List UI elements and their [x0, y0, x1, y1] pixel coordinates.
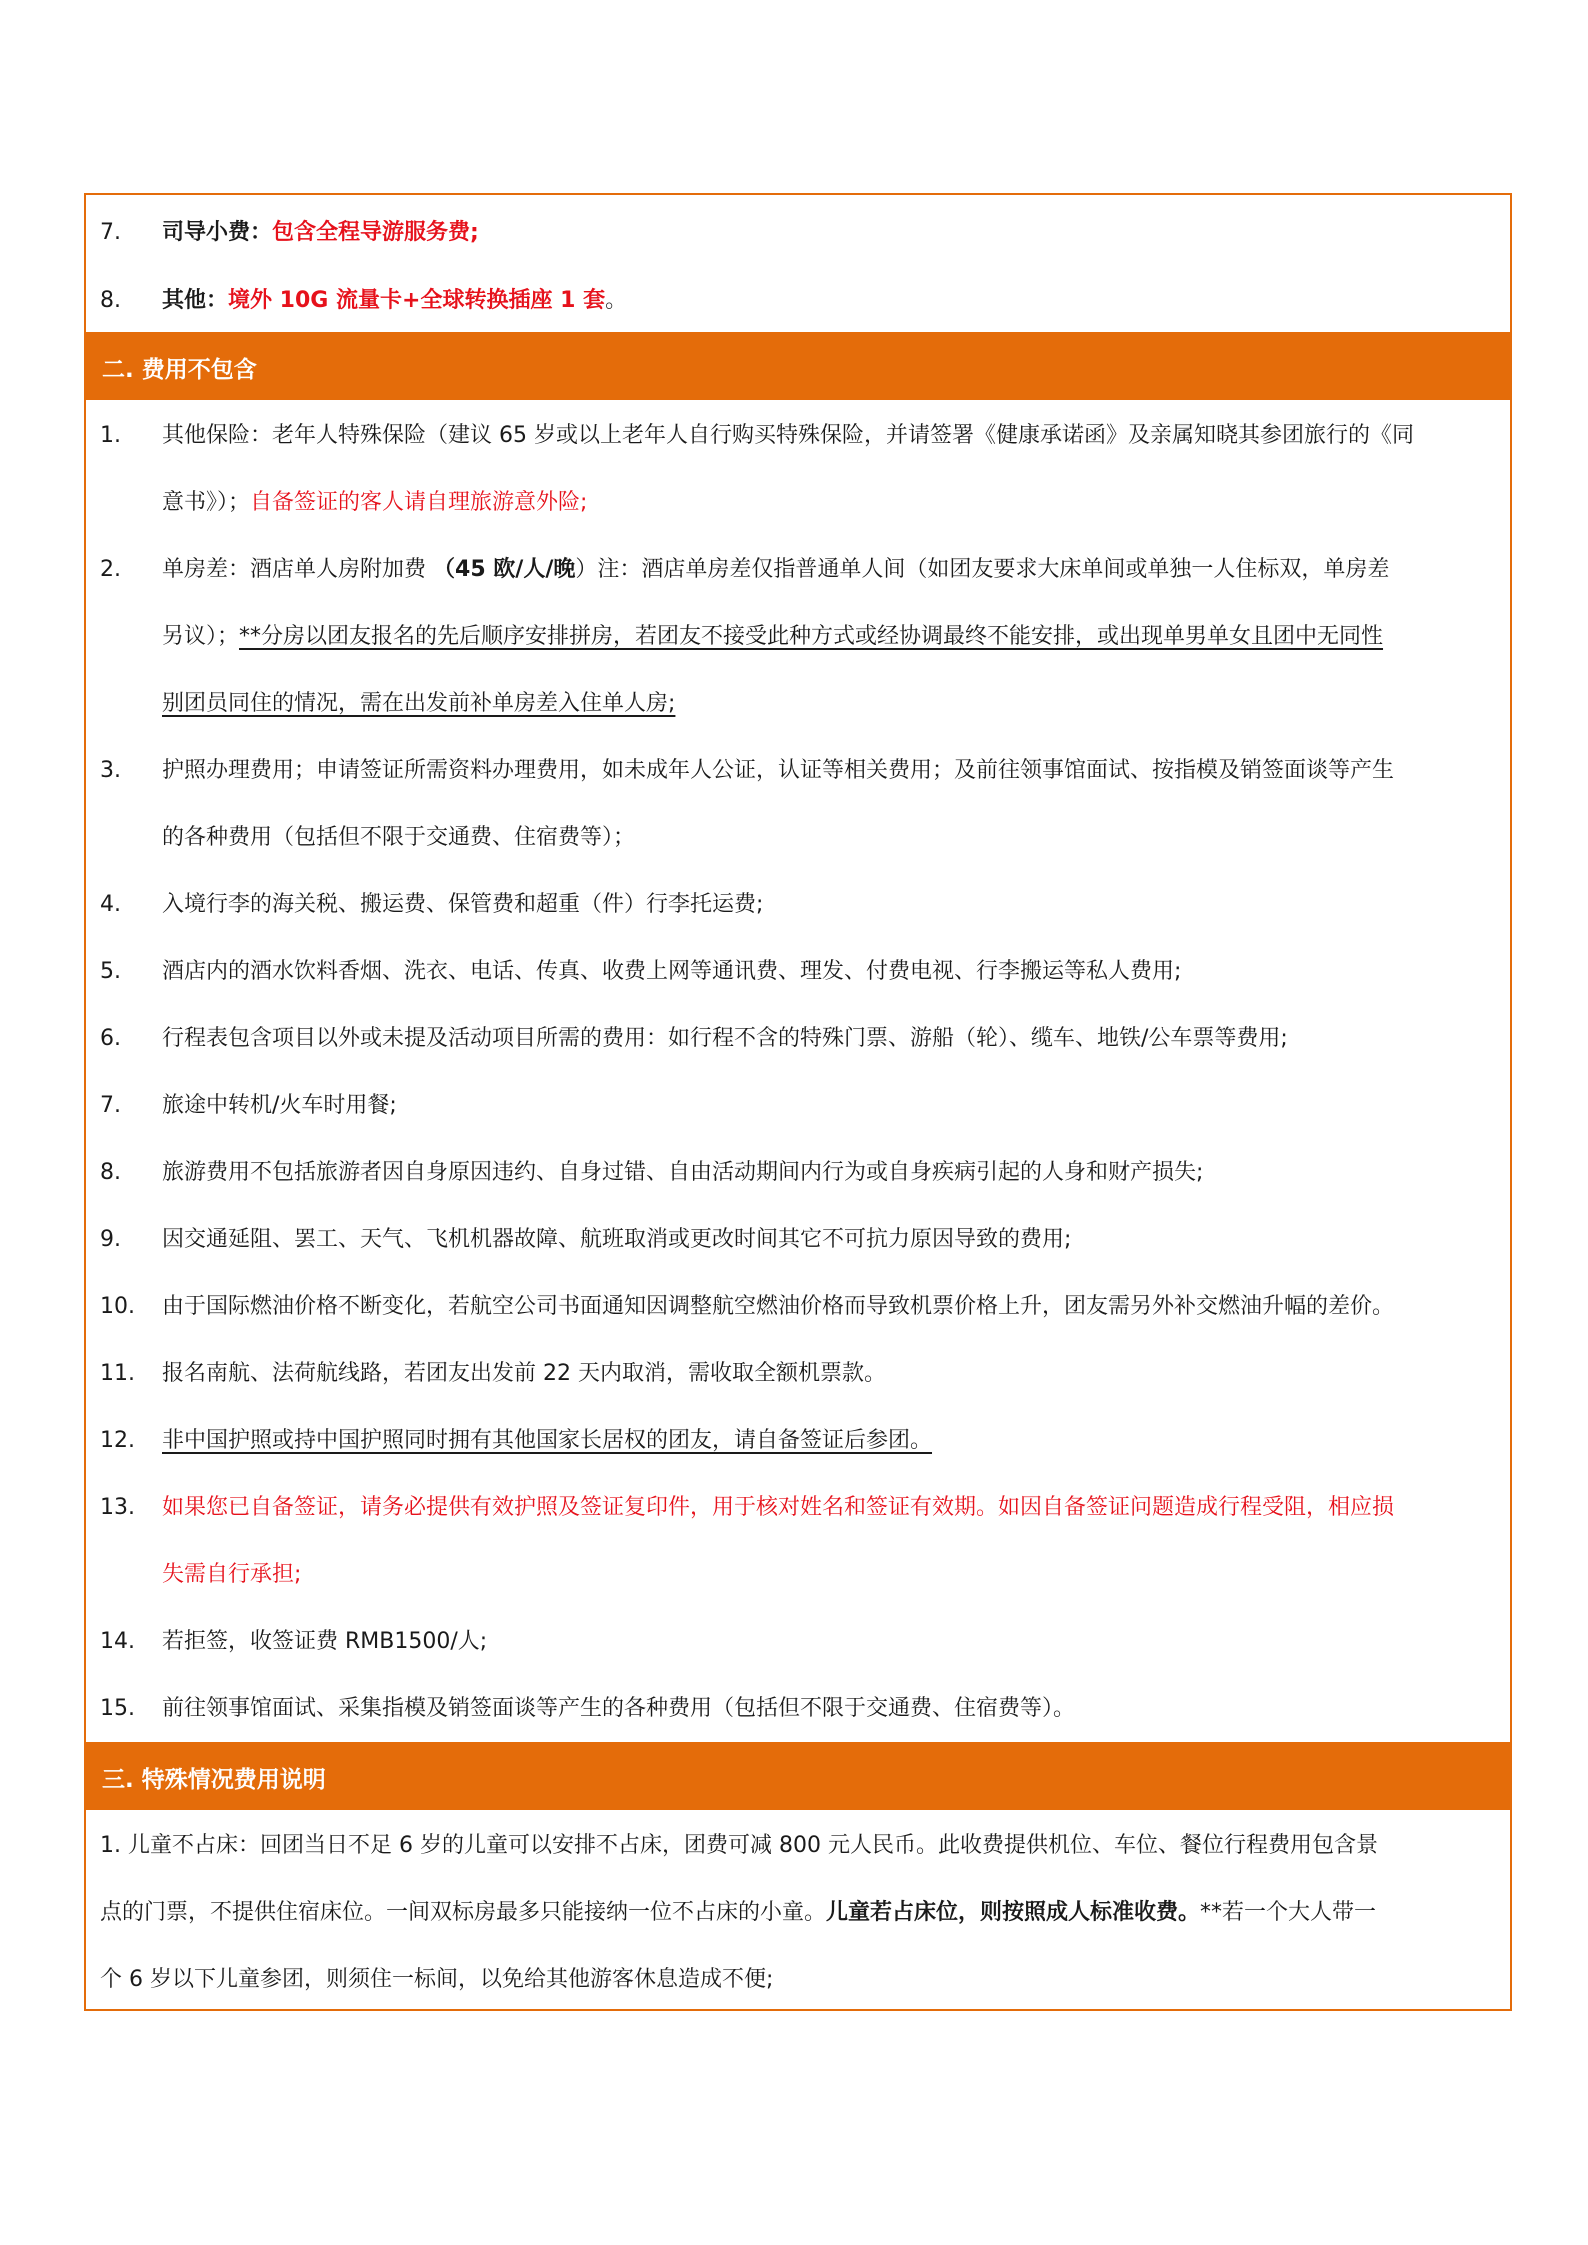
- item-number: 7.: [100, 220, 121, 245]
- item-text: 若拒签，收签证费 RMB1500/人;: [162, 1629, 488, 1654]
- item-text-underlined: 非中国护照或持中国护照同时拥有其他国家长居权的团友，请自备签证后参团。: [162, 1428, 933, 1453]
- item-text-red: 自备签证的客人请自理旅游意外险;: [250, 490, 588, 515]
- paragraph-text: 点的门票，不提供住宿床位。一间双标房最多只能接纳一位不占床的小童。: [100, 1900, 827, 1925]
- item-number: 6.: [100, 1026, 121, 1051]
- item-text: 的各种费用（包括但不限于交通费、住宿费等）；: [162, 825, 636, 850]
- list-item: [100, 1005, 1496, 1072]
- item-text: 因交通延阻、罢工、天气、飞机机器故障、航班取消或更改时间其它不可抗力原因导致的费用;: [162, 1227, 1072, 1252]
- item-number: 14.: [100, 1629, 135, 1654]
- item-text-underlined: 别团员同住的情况，需在出发前补单房差入住单人房;: [162, 691, 676, 716]
- item-text: 护照办理费用；申请签证所需资料办理费用，如未成年人公证，认证等相关费用；及前往领事馆面试、按指模及销签面谈等产生: [162, 758, 1395, 783]
- item-text: ）注：酒店单房差仅指普通单人间（如团友要求大床单间或单独一人住标双，单房差: [575, 557, 1390, 582]
- item-text: 单房差：酒店单人房附加费: [162, 557, 427, 582]
- paragraph-text: **若一个大人带一: [1200, 1900, 1377, 1925]
- item-number: 15.: [100, 1696, 135, 1721]
- item-text-red: 如果您已自备签证，请务必提供有效护照及签证复印件，用于核对姓名和签证有效期。如因自备签证问题造成行程受阻，相应损: [162, 1495, 1395, 1520]
- item-text: 酒店内的酒水饮料香烟、洗衣、电话、传真、收费上网等通讯费、理发、付费电视、行李搬运等私人费用;: [162, 959, 1182, 984]
- item-text: 由于国际燃油价格不断变化，若航空公司书面通知因调整航空燃油价格而导致机票价格上升，团友需另外补交燃油升幅的差价。: [162, 1294, 1395, 1319]
- list-item: [100, 536, 1496, 737]
- item-number: 1.: [100, 423, 121, 448]
- item-number: 8.: [100, 288, 121, 313]
- item-text-underlined: **分房以团友报名的先后顺序安排拼房，若团友不接受此种方式或经协调最终不能安排，或出现单男单女且团中无同性: [239, 624, 1384, 649]
- item-number: 5.: [100, 959, 121, 984]
- list-item: [100, 267, 1496, 334]
- list-item: [100, 1474, 1496, 1608]
- item-number: 3.: [100, 758, 121, 783]
- list-item: [100, 1407, 1496, 1474]
- section-title: 三. 特殊情况费用说明: [102, 1767, 326, 1793]
- list-item: [100, 1206, 1496, 1273]
- paragraph-text: 个 6 岁以下儿童参团，则须住一标间，以免给其他游客休息造成不便;: [100, 1967, 774, 1992]
- list-item: [100, 1139, 1496, 1206]
- list-item: [100, 938, 1496, 1005]
- item-text: 意书》）；: [162, 490, 251, 515]
- item-text: 入境行李的海关税、搬运费、保管费和超重（件）行李托运费;: [162, 892, 764, 917]
- list-item: [100, 1675, 1496, 1742]
- list-item: [100, 1608, 1496, 1675]
- item-text: 旅途中转机/火车时用餐;: [162, 1093, 397, 1118]
- list-item: [100, 199, 1496, 266]
- item-text-red: 失需自行承担;: [162, 1562, 302, 1587]
- paragraph-text: 1. 儿童不占床：回团当日不足 6 岁的儿童可以安排不占床，团费可减 800 元人民币。此收费提供机位、车位、餐位行程费用包含景: [100, 1833, 1378, 1858]
- list-item: [100, 737, 1496, 871]
- item-text: 其他保险：老年人特殊保险（建议 65 岁或以上老年人自行购买特殊保险，并请签署《健康承诺函》及亲属知晓其参团旅行的《同: [162, 423, 1414, 448]
- item-text: 行程表包含项目以外或未提及活动项目所需的费用：如行程不含的特殊门票、游船（轮）、缆车、地铁/公车票等费用;: [162, 1026, 1288, 1051]
- item-number: 8.: [100, 1160, 121, 1185]
- list-item: [100, 1273, 1496, 1340]
- item-text-bold: （45 欧/人/晚: [433, 557, 576, 582]
- item-text: 前往领事馆面试、采集指模及销签面谈等产生的各种费用（包括但不限于交通费、住宿费等）。: [162, 1696, 1076, 1721]
- list-item: [100, 1072, 1496, 1139]
- section-header-excluded: [86, 332, 1510, 400]
- item-value: 境外 10G 流量卡+全球转换插座 1 套: [228, 288, 606, 313]
- item-number: 2.: [100, 557, 121, 582]
- section-header-special: [86, 1742, 1510, 1810]
- section-title: 二. 费用不包含: [102, 357, 257, 383]
- item-text: 报名南航、法荷航线路，若团友出发前 22 天内取消，需收取全额机票款。: [162, 1361, 886, 1386]
- content-frame: [84, 193, 1512, 2011]
- item-number: 12.: [100, 1428, 135, 1453]
- list-item: [100, 1340, 1496, 1407]
- item-number: 13.: [100, 1495, 135, 1520]
- paragraph: [100, 1812, 1496, 2013]
- list-item: [100, 402, 1496, 536]
- item-number: 9.: [100, 1227, 121, 1252]
- item-end: 。: [605, 288, 628, 313]
- item-number: 4.: [100, 892, 121, 917]
- list-item: [100, 871, 1496, 938]
- item-label: 其他：: [162, 288, 229, 313]
- item-label: 司导小费：: [162, 220, 273, 245]
- paragraph-text-bold: 儿童若占床位，则按照成人标准收费。: [826, 1900, 1201, 1925]
- item-number: 11.: [100, 1361, 135, 1386]
- item-value: 包含全程导游服务费;: [272, 220, 479, 245]
- item-text: 旅游费用不包括旅游者因自身原因违约、自身过错、自由活动期间内行为或自身疾病引起的人身和财产损失;: [162, 1160, 1204, 1185]
- item-text: 另议）；: [162, 624, 240, 649]
- item-number: 7.: [100, 1093, 121, 1118]
- item-number: 10.: [100, 1294, 135, 1319]
